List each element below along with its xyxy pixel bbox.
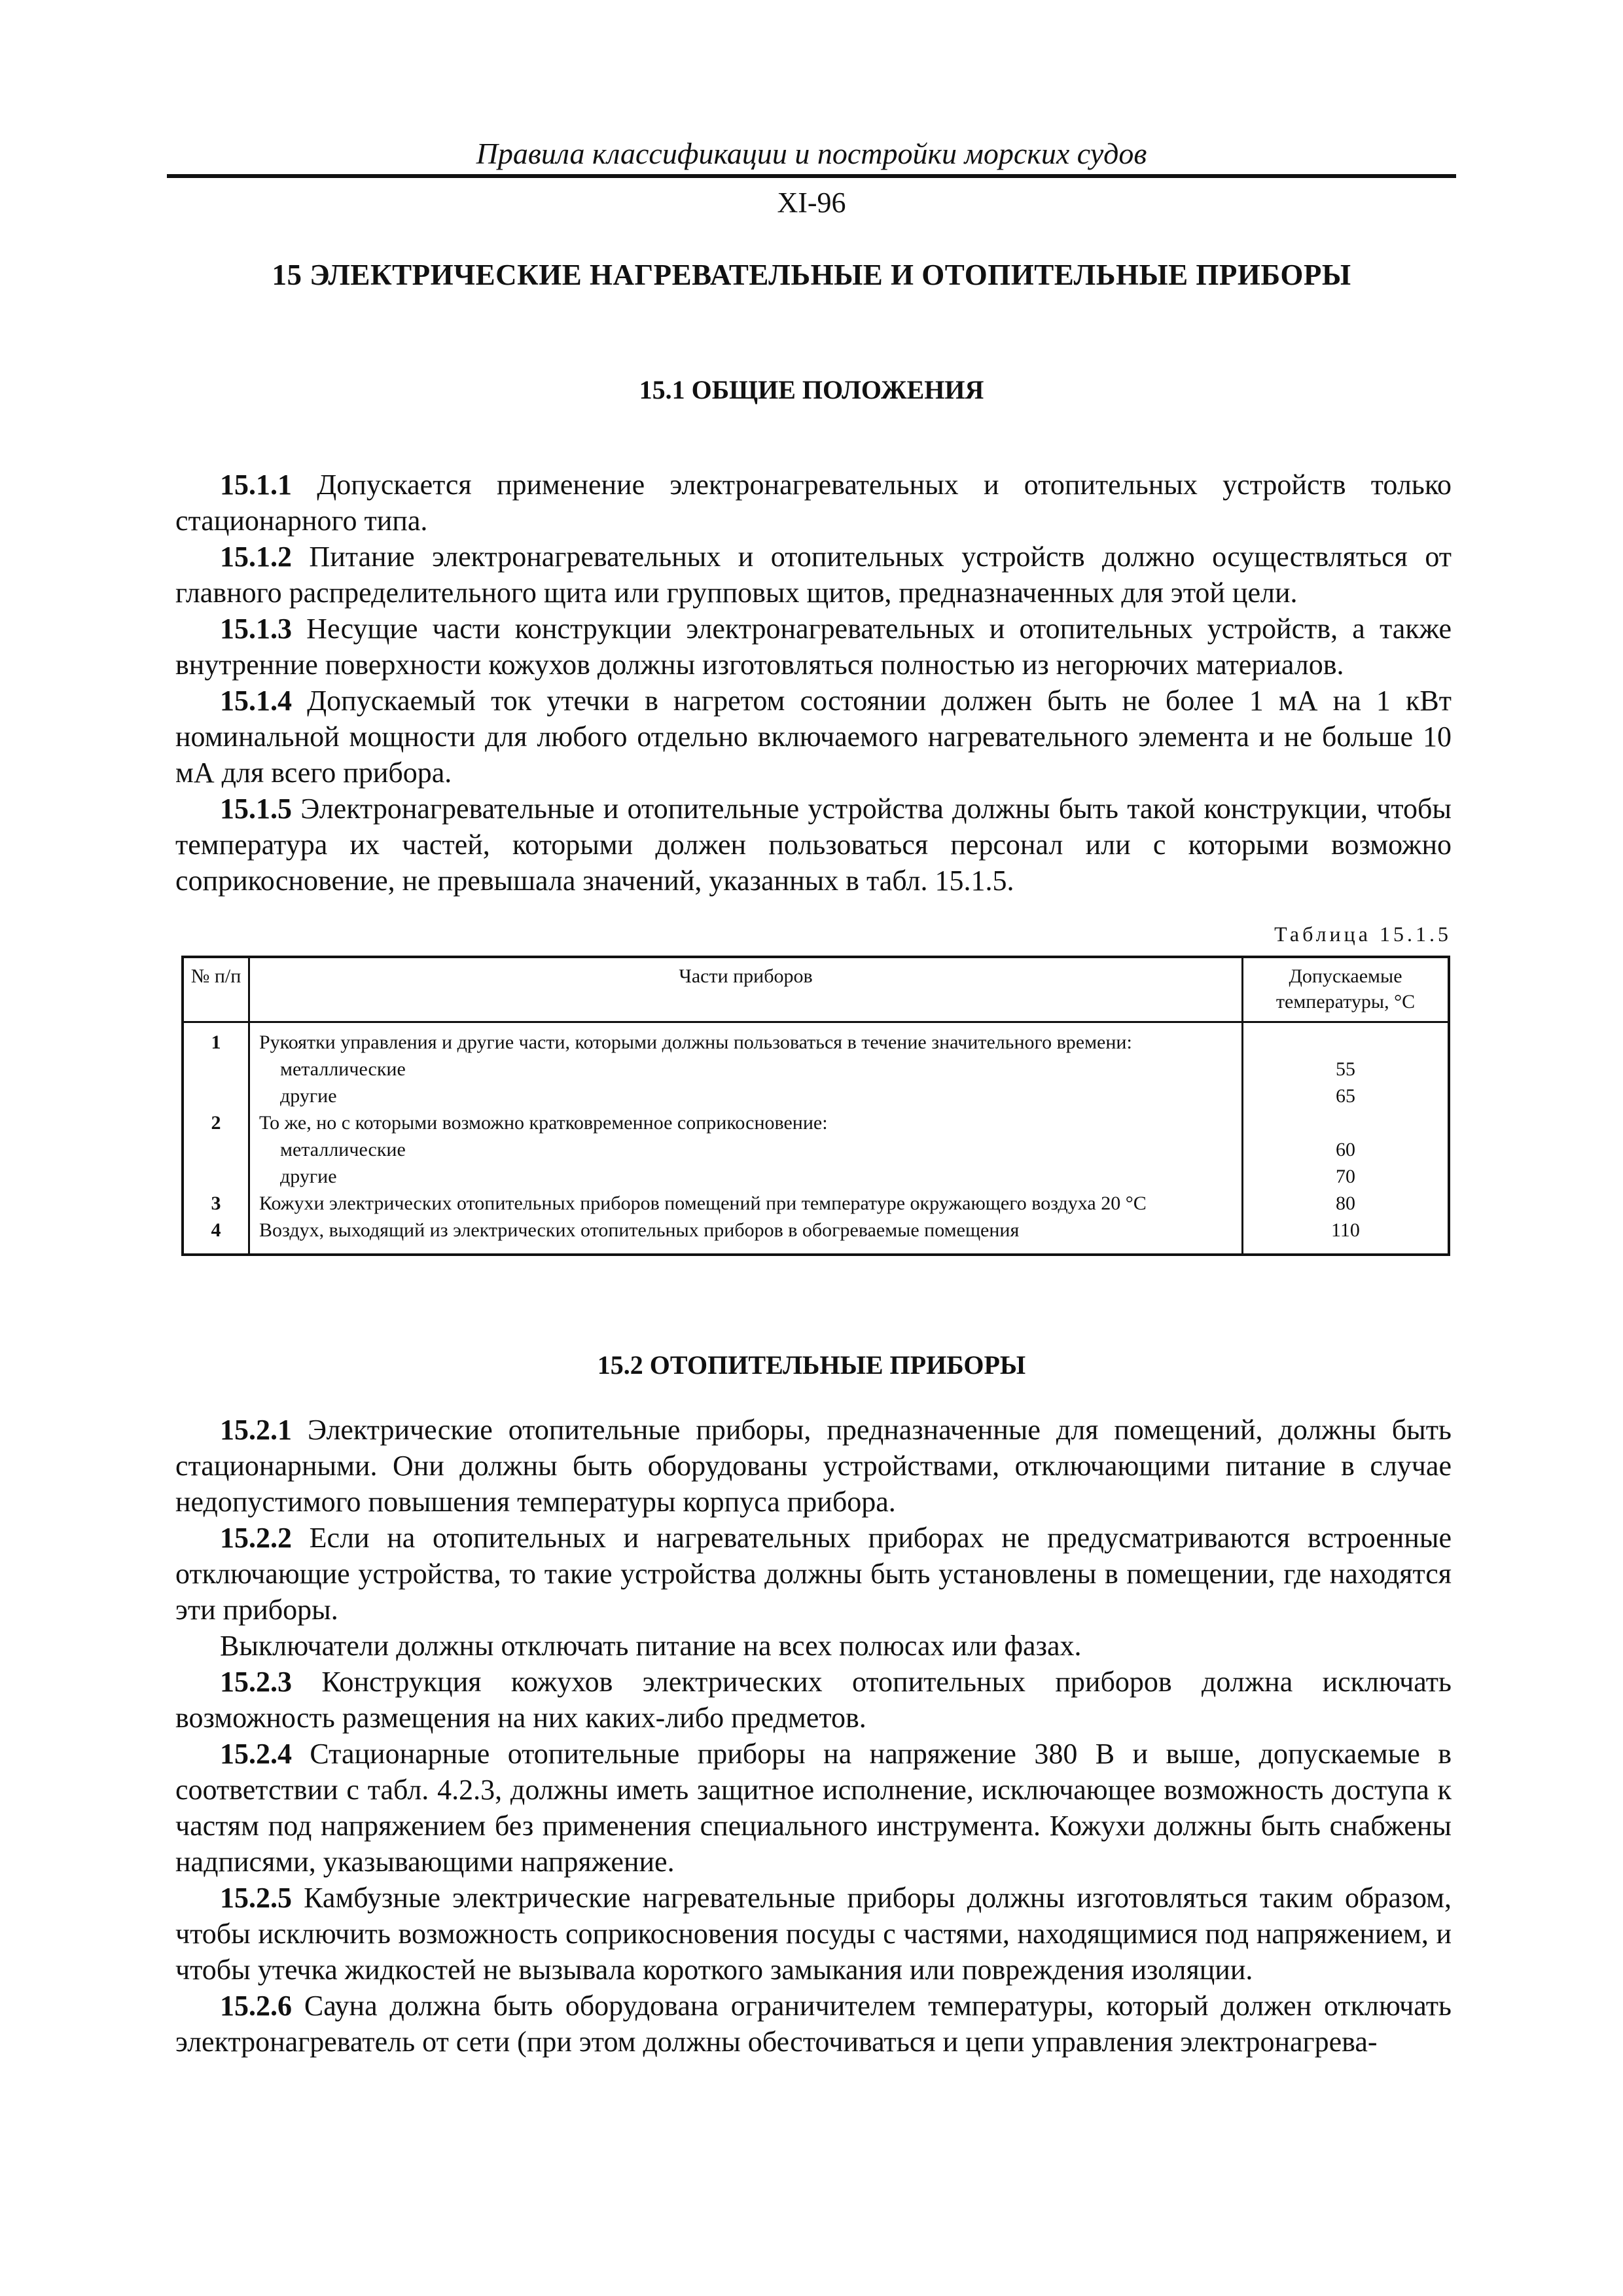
paragraph-text: Питание электронагревательных и отопительных устройств должно осуществляться от главного распределительного щита или групповых щитов, предназначенных для этой цели.: [175, 541, 1452, 609]
section-title-15-2: 15.2 ОТОПИТЕЛЬНЫЕ ПРИБОРЫ: [597, 1350, 1026, 1380]
paragraph-text: Сауна должна быть оборудована ограничителем температуры, который должен отключать электронагреватель от сети (при этом должны обесточиваться и цепи управления электронагрева-: [175, 1990, 1452, 2058]
row-description: То же, но с которыми возможно кратковременное соприкосновение:: [249, 1109, 1243, 1136]
paragraph-number: 15.1.1: [220, 469, 292, 501]
running-header: Правила классификации и постройки морских судов: [476, 137, 1147, 170]
header-parts: Части приборов: [249, 957, 1243, 1022]
row-number: [183, 1136, 249, 1163]
paragraph-number: 15.1.5: [220, 793, 292, 825]
table-header-row: [183, 957, 1449, 1022]
row-temperature: 60: [1243, 1136, 1450, 1163]
row-temperature: 80: [1243, 1190, 1450, 1217]
paragraph-text: Несущие части конструкции электронагревательных и отопительных устройств, а также внутренние поверхности кожухов должны изготовляться полностью из негорючих материалов.: [175, 613, 1452, 681]
chapter-title: 15 ЭЛЕКТРИЧЕСКИЕ НАГРЕВАТЕЛЬНЫЕ И ОТОПИТЕЛЬНЫЕ ПРИБОРЫ: [272, 259, 1351, 291]
paragraph-number: 15.2.1: [220, 1414, 292, 1446]
paragraph-text: Допускаемый ток утечки в нагретом состоянии должен быть не более 1 мА на 1 кВт номинальной мощности для любого отдельно включаемого нагревательного элемента и не больше 10 мА для всего прибора.: [175, 685, 1452, 789]
temperature-table: [181, 956, 1450, 1256]
row-description: металлические: [249, 1136, 1243, 1163]
row-description: другие: [249, 1083, 1243, 1109]
row-number: 3: [183, 1190, 249, 1217]
paragraph-number: 15.2.4: [220, 1738, 292, 1770]
paragraph-15-2-3: [175, 1664, 1452, 1736]
paragraph-text: Электронагревательные и отопительные устройства должны быть такой конструкции, чтобы температура их частей, которыми должен пользоваться персонал или с которыми возможно соприкосновение, не превышала значений, указанных в табл. 15.1.5.: [175, 793, 1452, 897]
section-15-1-body: [175, 467, 1452, 899]
header-rule: [167, 174, 1456, 178]
row-temperature: 110: [1243, 1217, 1450, 1255]
paragraph-15-1-4: [175, 683, 1452, 791]
header-temp: Допускаемые температуры, °С: [1243, 957, 1450, 1022]
row-temperature: [1243, 1022, 1450, 1056]
paragraph-text: Выключатели должны отключать питание на всех полюсах или фазах.: [220, 1630, 1082, 1662]
table-body: [183, 1022, 1449, 1255]
row-number: [183, 1083, 249, 1109]
paragraph-15-1-2: [175, 539, 1452, 611]
row-number: 4: [183, 1217, 249, 1255]
row-description: Кожухи электрических отопительных приборов помещений при температуре окружающего воздуха 20 °С: [249, 1190, 1243, 1217]
table-row: [183, 1022, 1449, 1056]
paragraph-number: 15.1.2: [220, 541, 292, 573]
table-row: [183, 1083, 1449, 1109]
table-row: [183, 1217, 1449, 1255]
table-caption: Таблица 15.1.5: [1274, 922, 1452, 946]
paragraph-text: Камбузные электрические нагревательные приборы должны изготовляться таким образом, чтобы исключить возможность соприкосновения посуды с частями, находящимися под напряжением, и чтобы утечка жидкостей не вызывала короткого замыкания или повреждения изоляции.: [175, 1882, 1452, 1986]
paragraph-15-1-5: [175, 791, 1452, 899]
row-temperature: 55: [1243, 1056, 1450, 1083]
row-number: 2: [183, 1109, 249, 1136]
row-number: [183, 1056, 249, 1083]
paragraph-text: Стационарные отопительные приборы на напряжение 380 В и выше, допускаемые в соответствии с табл. 4.2.3, должны иметь защитное исполнение, исключающее возможность доступа к частям под напряжением без применения специального инструмента. Кожухи должны быть снабжены надписями, указывающими напряжение.: [175, 1738, 1452, 1878]
section-title-15-1: 15.1 ОБЩИЕ ПОЛОЖЕНИЯ: [639, 375, 984, 404]
header-num: № п/п: [183, 957, 249, 1022]
paragraph-text: Конструкция кожухов электрических отопительных приборов должна исключать возможность размещения на них каких-либо предметов.: [175, 1666, 1452, 1734]
row-description: Воздух, выходящий из электрических отопительных приборов в обогреваемые помещения: [249, 1217, 1243, 1255]
page-number: XI-96: [777, 187, 846, 219]
row-description: металлические: [249, 1056, 1243, 1083]
row-temperature: [1243, 1109, 1450, 1136]
paragraph-15-2-5: [175, 1880, 1452, 1988]
paragraph-15-2-2: [175, 1520, 1452, 1628]
paragraph-number: 15.1.3: [220, 613, 292, 645]
paragraph-text: Допускается применение электронагревательных и отопительных устройств только стационарного типа.: [175, 469, 1452, 537]
paragraph-number: 15.2.6: [220, 1990, 292, 2022]
paragraph-15-2-1: [175, 1412, 1452, 1520]
row-number: 1: [183, 1022, 249, 1056]
table-row: [183, 1109, 1449, 1136]
paragraph-15-1-1: [175, 467, 1452, 539]
paragraph-number: 15.2.5: [220, 1882, 292, 1914]
row-temperature: 65: [1243, 1083, 1450, 1109]
paragraph-15-2-6: [175, 1988, 1452, 2060]
paragraph-number: 15.2.3: [220, 1666, 292, 1698]
row-number: [183, 1163, 249, 1190]
table-row: [183, 1056, 1449, 1083]
row-description: другие: [249, 1163, 1243, 1190]
table-row: [183, 1190, 1449, 1217]
paragraph-15-2-4: [175, 1736, 1452, 1880]
paragraph-number: 15.2.2: [220, 1522, 292, 1554]
paragraph-15-1-3: [175, 611, 1452, 683]
paragraph-text: Электрические отопительные приборы, предназначенные для помещений, должны быть стационарными. Они должны быть оборудованы устройствами, отключающими питание в случае недопустимого повышения температуры корпуса прибора.: [175, 1414, 1452, 1518]
row-description: Рукоятки управления и другие части, которыми должны пользоваться в течение значительного времени:: [249, 1022, 1243, 1056]
paragraph-switches: [175, 1628, 1452, 1664]
table-row: [183, 1163, 1449, 1190]
row-temperature: 70: [1243, 1163, 1450, 1190]
table-row: [183, 1136, 1449, 1163]
paragraph-text: Если на отопительных и нагревательных приборах не предусматриваются встроенные отключающие устройства, то такие устройства должны быть установлены в помещении, где находятся эти приборы.: [175, 1522, 1452, 1626]
paragraph-number: 15.1.4: [220, 685, 292, 717]
section-15-2-body: [175, 1412, 1452, 2060]
